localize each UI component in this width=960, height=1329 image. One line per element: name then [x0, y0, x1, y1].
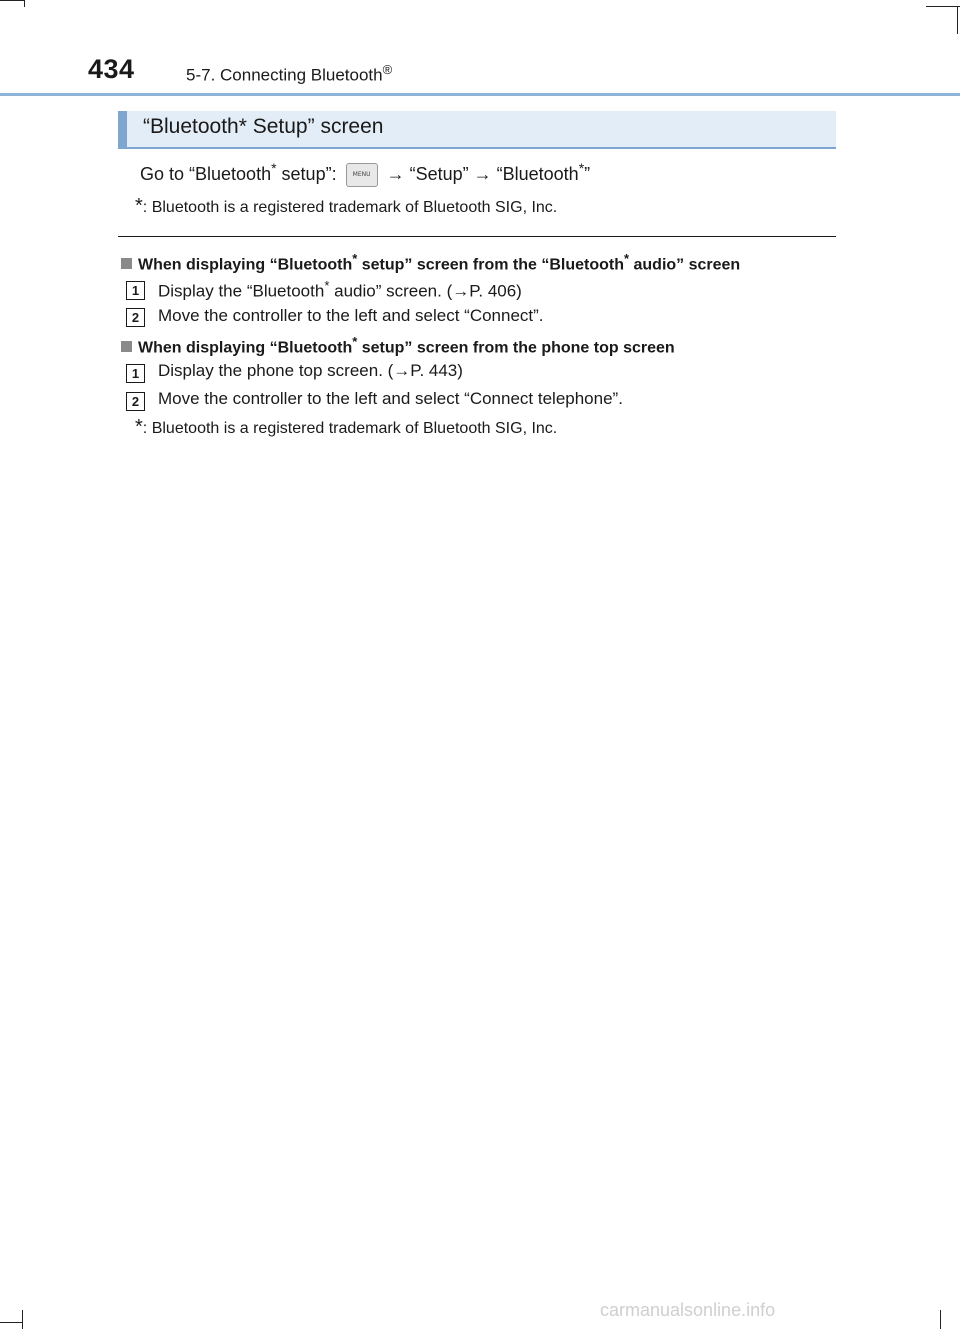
footnote [135, 416, 557, 439]
site-watermark: carmanualsonline.info [600, 1300, 776, 1320]
star-mark: * [135, 416, 143, 438]
star-mark: * [352, 251, 358, 266]
star-mark: * [324, 278, 330, 293]
footnote-colon: : [142, 199, 148, 216]
header-rule [0, 93, 960, 96]
note-heading-text-2: setup” screen from the phone top screen [357, 339, 675, 357]
intro-text-3: → “Setup” → “Bluetooth [386, 164, 579, 184]
registered-mark: ® [382, 62, 393, 77]
step-number: 1 [126, 281, 145, 300]
section-title: “Bluetooth* Setup” screen [143, 115, 384, 138]
crop-mark [957, 6, 958, 34]
note-heading-text-1: When displaying “Bluetooth [138, 256, 353, 274]
crop-mark [24, 0, 25, 7]
star-mark: * [623, 251, 630, 266]
note-heading-text-3: audio” screen [629, 256, 741, 274]
step-number: 1 [126, 364, 145, 383]
step-text-2: audio” screen. (→P. 406) [329, 281, 522, 301]
page-number: 434 [88, 54, 135, 84]
step-number: 2 [126, 392, 145, 411]
footnote-text: Bluetooth is a registered trademark of Bluetooth SIG, Inc. [151, 420, 558, 437]
intro-text-2: setup”: [276, 164, 337, 184]
note-heading [121, 251, 740, 274]
square-bullet-icon [121, 258, 132, 269]
section-divider [118, 236, 836, 237]
star-mark: * [271, 160, 277, 176]
chapter-text: 5-7. Connecting Bluetooth [186, 65, 383, 85]
note-heading-text-2: setup” screen from the “Bluetooth [357, 256, 624, 274]
crop-mark [0, 1322, 22, 1323]
crop-mark [22, 1310, 23, 1329]
intro-text-4: ” [584, 164, 591, 184]
section-title-box [118, 111, 836, 149]
step-text-1: Display the “Bluetooth [158, 281, 325, 301]
footnote-text: Bluetooth is a registered trademark of Bluetooth SIG, Inc. [151, 199, 558, 216]
star-mark: * [578, 160, 585, 176]
crop-mark [940, 1310, 941, 1329]
step-text: Move the controller to the left and select “Connect telephone”. [158, 389, 623, 408]
crop-mark [0, 0, 24, 1]
menu-icon-label: MENU [352, 171, 371, 179]
intro-line [140, 160, 590, 187]
footnote-colon: : [142, 420, 148, 437]
section-title-bar [118, 111, 127, 147]
step-text [158, 278, 522, 302]
square-bullet-icon [121, 341, 132, 352]
star-mark: * [135, 195, 143, 217]
intro-text-1: Go to “Bluetooth [140, 164, 272, 184]
chapter-title [186, 62, 392, 86]
step-number: 2 [126, 308, 145, 327]
menu-button-icon [346, 163, 378, 187]
note-heading-text-1: When displaying “Bluetooth [138, 339, 353, 357]
step-text: Move the controller to the left and select “Connect”. [158, 306, 544, 325]
step-text: Display the phone top screen. (→P. 443) [158, 361, 463, 380]
footnote [135, 195, 557, 218]
crop-mark [926, 6, 960, 7]
star-mark: * [352, 334, 358, 349]
note-heading [121, 334, 675, 357]
